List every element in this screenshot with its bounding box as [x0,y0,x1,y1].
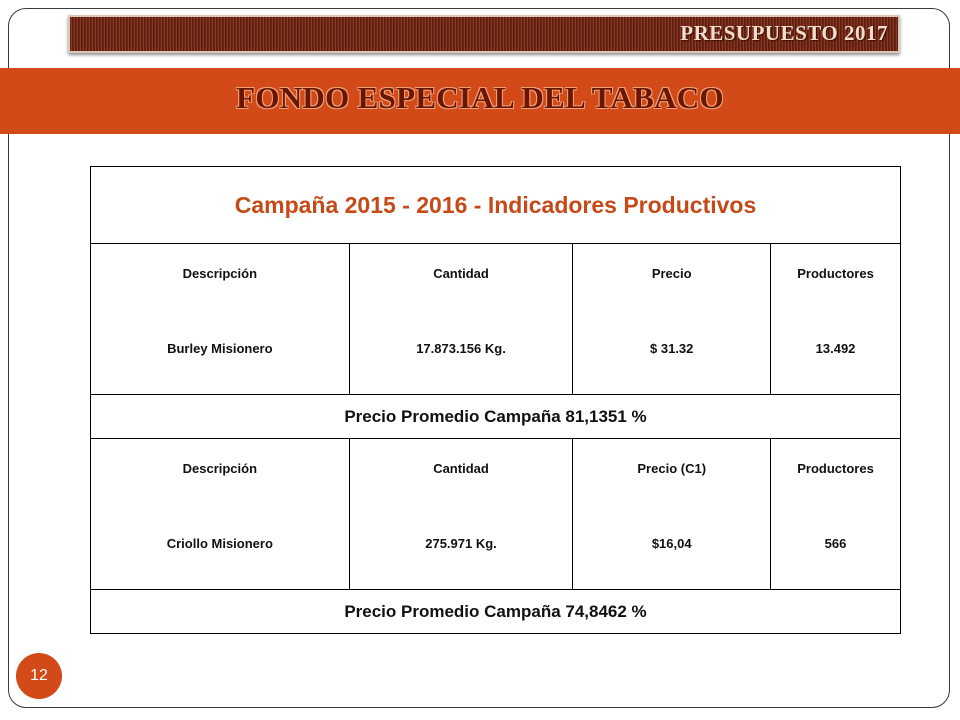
cell-value-description: Criollo Misionero [166,536,273,551]
table-cell [91,439,350,590]
page-number-badge: 12 [16,653,62,699]
table-row [91,244,901,395]
table-cell [573,439,771,590]
table-cell [349,244,573,395]
cell-value-description: Burley Misionero [167,341,273,356]
column-header-price: Precio (C1) [637,461,707,476]
average-price-criollo: Precio Promedio Campaña 74,8462 % [91,590,901,634]
column-header-quantity: Cantidad [433,461,489,476]
title-band [0,68,960,134]
column-header-description: Descripción [182,461,258,476]
table-cell [91,244,350,395]
cell-value-producers: 13.492 [815,341,856,356]
table-cell [573,244,771,395]
cell-value-quantity: 17.873.156 Kg. [416,341,506,356]
column-header-description: Descripción [182,266,258,281]
table-row [91,439,901,590]
cell-value-price: $16,04 [651,536,692,551]
header-banner [68,15,900,53]
budget-label: PRESUPUESTO 2017 [680,21,888,45]
column-header-price: Precio [651,266,692,281]
cell-value-producers: 566 [824,536,847,551]
cell-value-price: $ 31.32 [650,341,694,356]
cell-value-quantity: 275.971 Kg. [425,536,497,551]
table-cell [349,439,573,590]
column-header-producers: Productores [797,266,874,281]
campaign-title: Campaña 2015 - 2016 - Indicadores Productivos [91,167,901,244]
table-cell [771,244,901,395]
campaign-title-row [91,167,901,244]
average-row [91,590,901,634]
slide-title: FONDO ESPECIAL DEL TABACO [236,80,724,115]
table-cell [771,439,901,590]
indicators-table [90,166,901,634]
column-header-quantity: Cantidad [433,266,489,281]
average-price-burley: Precio Promedio Campaña 81,1351 % [91,395,901,439]
column-header-producers: Productores [797,461,874,476]
